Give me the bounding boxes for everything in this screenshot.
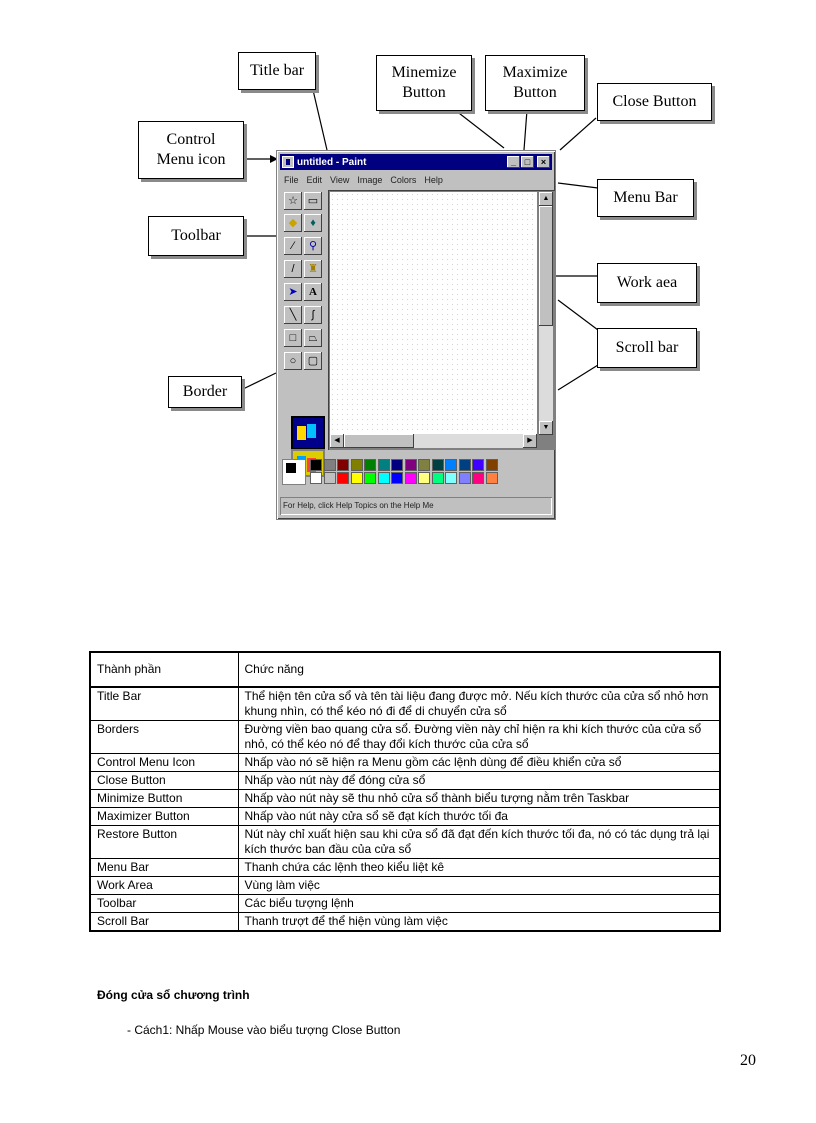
text-tool-icon[interactable]: A — [304, 283, 322, 301]
components-table — [89, 651, 721, 932]
palette-color-swatch[interactable] — [378, 459, 390, 471]
row-name: Toolbar — [90, 895, 238, 913]
ellipse-icon[interactable]: ○ — [284, 352, 302, 370]
row-name: Title Bar — [90, 687, 238, 721]
scroll-right-icon[interactable]: ▶ — [523, 434, 537, 448]
palette-color-swatch[interactable] — [364, 472, 376, 484]
color-palette — [282, 456, 552, 490]
table-row — [90, 895, 720, 913]
horizontal-scroll-thumb[interactable] — [344, 434, 414, 448]
row-name: Borders — [90, 721, 238, 754]
row-name: Control Menu Icon — [90, 754, 238, 772]
palette-color-swatch[interactable] — [378, 472, 390, 484]
section-heading: Đóng cửa sổ chương trình — [97, 988, 250, 1002]
table-row — [90, 721, 720, 754]
palette-color-swatch[interactable] — [351, 472, 363, 484]
label-border: Border — [168, 376, 242, 408]
fill-bucket-icon[interactable]: ♦ — [304, 214, 322, 232]
palette-color-swatch[interactable] — [405, 459, 417, 471]
vertical-scrollbar[interactable] — [539, 192, 553, 435]
table-row — [90, 808, 720, 826]
row-name: Menu Bar — [90, 859, 238, 877]
table-row — [90, 754, 720, 772]
label-close-button: Close Button — [597, 83, 712, 121]
vertical-scroll-thumb[interactable] — [539, 206, 553, 326]
palette-color-swatch[interactable] — [351, 459, 363, 471]
maximize-icon[interactable]: □ — [521, 156, 534, 168]
paint-window — [276, 150, 556, 520]
row-description: Đường viền bao quang cửa sổ. Đường viền này chỉ hiện ra khi kích thước của cửa sổ nhỏ, có thể kéo nó để thay đổi kích thước của cửa sổ — [238, 721, 720, 754]
menu-view[interactable]: View — [330, 175, 350, 185]
palette-color-swatch[interactable] — [391, 472, 403, 484]
row-name: Close Button — [90, 772, 238, 790]
palette-color-swatch[interactable] — [405, 472, 417, 484]
header-component: Thành phần — [90, 652, 238, 687]
table-row — [90, 913, 720, 932]
status-bar: For Help, click Help Topics on the Help Me — [280, 497, 552, 515]
label-minimize-button: Minemize Button — [376, 55, 472, 111]
row-description: Nhấp vào nó sẽ hiện ra Menu gồm các lệnh dùng để điều khiển cửa sổ — [238, 754, 720, 772]
menu-bar — [280, 172, 552, 188]
table-header-row — [90, 652, 720, 687]
palette-color-swatch[interactable] — [472, 472, 484, 484]
table-row — [90, 772, 720, 790]
palette-color-swatch[interactable] — [432, 472, 444, 484]
table-row — [90, 877, 720, 895]
palette-color-swatch[interactable] — [418, 472, 430, 484]
rect-select-icon[interactable]: ▭ — [304, 192, 322, 210]
palette-color-swatch[interactable] — [432, 459, 444, 471]
label-control-menu-icon: Control Menu icon — [138, 121, 244, 179]
palette-color-swatch[interactable] — [324, 459, 336, 471]
airbrush-icon[interactable]: ➤ — [284, 283, 302, 301]
palette-color-swatch[interactable] — [445, 472, 457, 484]
rectangle-icon[interactable]: □ — [284, 329, 302, 347]
row-name: Maximizer Button — [90, 808, 238, 826]
row-description: Nhấp vào nút này sẽ thu nhỏ cửa sổ thành biểu tượng nằm trên Taskbar — [238, 790, 720, 808]
row-name: Work Area — [90, 877, 238, 895]
table-row — [90, 859, 720, 877]
horizontal-scrollbar[interactable] — [330, 434, 537, 448]
minimize-icon[interactable]: _ — [507, 156, 520, 168]
label-work-area: Work aea — [597, 263, 697, 303]
palette-color-swatch[interactable] — [337, 472, 349, 484]
table-row — [90, 687, 720, 721]
color-picker-icon[interactable]: ⁄ — [284, 237, 302, 255]
menu-help[interactable]: Help — [424, 175, 443, 185]
menu-image[interactable]: Image — [357, 175, 383, 185]
palette-color-swatch[interactable] — [486, 459, 498, 471]
row-description: Thanh chứa các lệnh theo kiểu liệt kê — [238, 859, 720, 877]
window-title: untitled - Paint — [297, 156, 367, 168]
menu-colors[interactable]: Colors — [390, 175, 417, 185]
row-description: Nhấp vào nút này để đóng cửa sổ — [238, 772, 720, 790]
row-description: Thể hiện tên cửa sổ và tên tài liệu đang được mở. Nếu kích thước của cửa sổ nhỏ hơn khung nhìn, có thể kéo nó đi để di chuyển cửa sổ — [238, 687, 720, 721]
curve-icon[interactable]: ∫ — [304, 306, 322, 324]
row-name: Scroll Bar — [90, 913, 238, 932]
menu-file[interactable]: File — [284, 175, 299, 185]
tool-box — [282, 190, 326, 440]
row-description: Thanh trượt để thể hiện vùng làm việc — [238, 913, 720, 932]
row-name: Minimize Button — [90, 790, 238, 808]
palette-color-swatch[interactable] — [472, 459, 484, 471]
palette-color-swatch[interactable] — [324, 472, 336, 484]
table-row — [90, 826, 720, 859]
free-select-icon[interactable]: ☆ — [284, 192, 302, 210]
palette-color-swatch[interactable] — [459, 472, 471, 484]
tool-option-box[interactable] — [291, 416, 325, 450]
title-bar[interactable] — [280, 154, 552, 170]
palette-color-swatch[interactable] — [310, 459, 322, 471]
palette-color-swatch[interactable] — [364, 459, 376, 471]
palette-color-swatch[interactable] — [445, 459, 457, 471]
work-area-frame — [328, 190, 555, 450]
current-color-swatch[interactable] — [282, 459, 306, 485]
row-description: Nút này chỉ xuất hiện sau khi cửa sổ đã đạt đến kích thước tối đa, nó có tác dụng trả lại kích thước ban đầu của cửa sổ — [238, 826, 720, 859]
palette-color-swatch[interactable] — [459, 459, 471, 471]
pencil-icon[interactable]: / — [284, 260, 302, 278]
page-number: 20 — [740, 1052, 756, 1069]
row-description: Các biểu tượng lệnh — [238, 895, 720, 913]
row-description: Nhấp vào nút này cửa sổ sẽ đạt kích thước tối đa — [238, 808, 720, 826]
eraser-icon[interactable]: ◆ — [284, 214, 302, 232]
palette-color-swatch[interactable] — [486, 472, 498, 484]
palette-color-swatch[interactable] — [337, 459, 349, 471]
table-row — [90, 790, 720, 808]
scroll-left-icon[interactable]: ◀ — [330, 434, 344, 448]
palette-color-swatch[interactable] — [418, 459, 430, 471]
line-icon[interactable]: ╲ — [284, 306, 302, 324]
close-icon[interactable]: × — [537, 156, 550, 168]
row-description: Vùng làm việc — [238, 877, 720, 895]
label-scroll-bar: Scroll bar — [597, 328, 697, 368]
label-title-bar: Title bar — [238, 52, 316, 90]
row-name: Restore Button — [90, 826, 238, 859]
label-maximize-button: Maximize Button — [485, 55, 585, 111]
palette-color-swatch[interactable] — [310, 472, 322, 484]
paint-app-icon[interactable] — [282, 156, 294, 168]
scroll-down-icon[interactable]: ▼ — [539, 421, 553, 435]
scroll-up-icon[interactable]: ▲ — [539, 192, 553, 206]
palette-color-swatch[interactable] — [391, 459, 403, 471]
header-function: Chức năng — [238, 652, 720, 687]
menu-edit[interactable]: Edit — [306, 175, 323, 185]
magnifier-icon[interactable]: ⚲ — [304, 237, 322, 255]
label-toolbar: Toolbar — [148, 216, 244, 256]
brush-icon[interactable]: ♜ — [304, 260, 322, 278]
work-area-canvas[interactable] — [330, 192, 537, 435]
step-1-text: - Cách1: Nhấp Mouse vào biểu tượng Close Button — [127, 1023, 401, 1037]
rounded-rect-icon[interactable]: ▢ — [304, 352, 322, 370]
polygon-icon[interactable]: ⏢ — [304, 329, 322, 347]
label-menu-bar: Menu Bar — [597, 179, 694, 217]
